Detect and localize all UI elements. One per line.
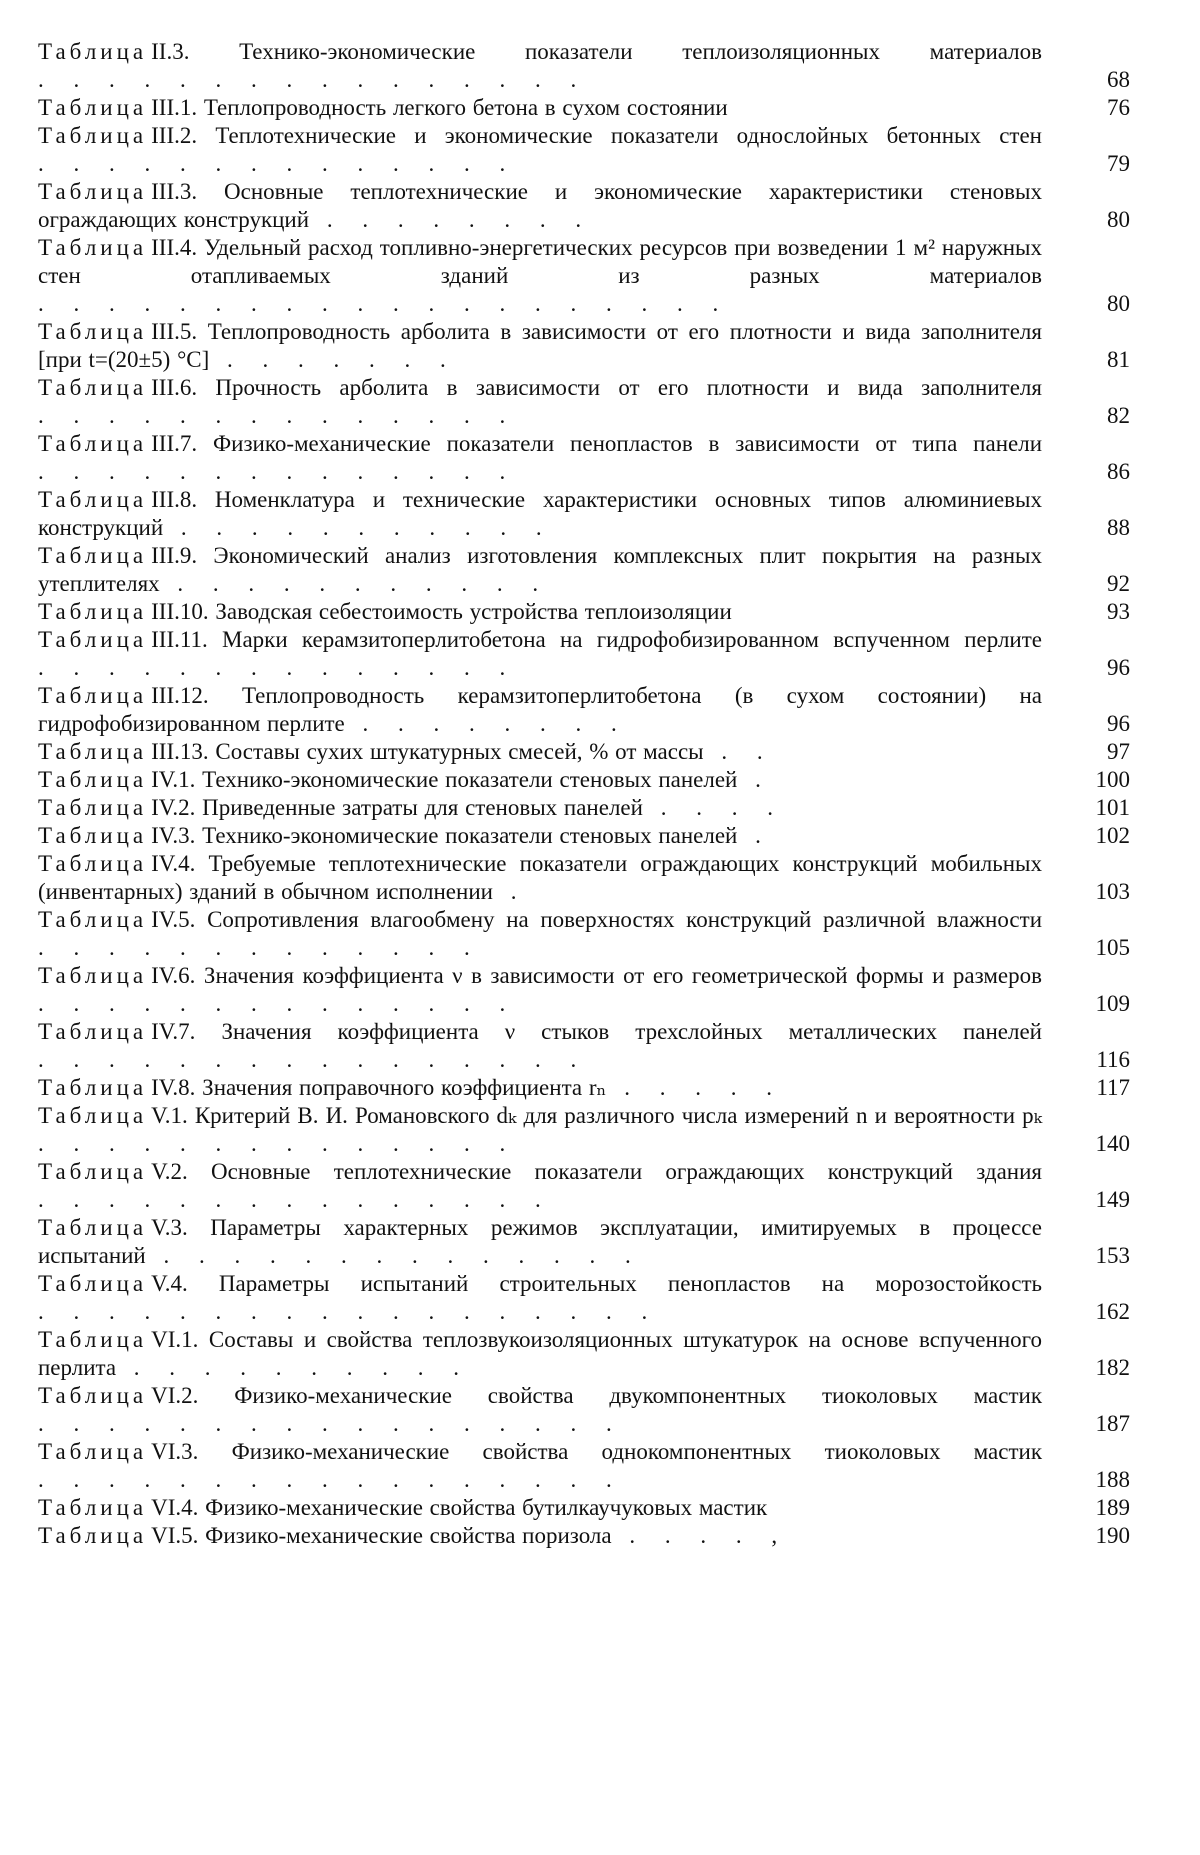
toc-entry-page: 188 — [1095, 1467, 1130, 1492]
toc-entry-title: III.9. Экономический анализ изготовления комплексных плит покрытия на разных утеплителях — [38, 543, 1042, 596]
toc-entry[interactable] — [38, 1074, 1130, 1102]
toc-entry[interactable] — [38, 850, 1130, 906]
toc-entry-page: 92 — [1107, 571, 1130, 596]
toc-entry-title: IV.4. Требуемые теплотехнические показатели ограждающих конструкций мобильных (инвентарных) зданий в обычном исполнении — [38, 851, 1042, 904]
toc-entry[interactable] — [38, 1522, 1130, 1550]
toc-entry[interactable] — [38, 94, 1130, 122]
toc-entry-title: IV.8. Значения поправочного коэффициента rₙ — [151, 1075, 607, 1100]
toc-entry-title: IV.7. Значения коэффициента ν стыков трехслойных металлических панелей — [151, 1019, 1042, 1044]
toc-entry-leader: . . . . . . . . . . . . . . . . . — [38, 1411, 624, 1436]
toc-entry-leader: . . . . . . . . . . . . . . . . — [38, 1047, 589, 1072]
toc-entry-text — [38, 906, 1042, 962]
toc-entry[interactable] — [38, 598, 1130, 626]
toc-entry-word: Таблица — [38, 1019, 148, 1044]
toc-entry[interactable] — [38, 1326, 1130, 1382]
toc-entry-page: 140 — [1095, 1131, 1130, 1156]
toc-entry-leader: . . . . . . . . . . . . . . — [38, 655, 518, 680]
toc-entry-page: 88 — [1107, 515, 1130, 540]
toc-entry-title: V.3. Параметры характерных режимов эксплуатации, имитируемых в процессе испытаний — [38, 1215, 1042, 1268]
toc-entry-word: Таблица — [38, 851, 148, 876]
toc-entry-word: Таблица — [38, 179, 148, 204]
toc-entry[interactable] — [38, 1214, 1130, 1270]
toc-entry-page: 96 — [1107, 655, 1130, 680]
toc-entry-page: 68 — [1107, 67, 1130, 92]
toc-entry-title: IV.1. Технико-экономические показатели стеновых панелей — [151, 767, 738, 792]
toc-entry[interactable] — [38, 682, 1130, 738]
toc-entry-page: 102 — [1095, 823, 1130, 848]
toc-entry[interactable] — [38, 1270, 1130, 1326]
toc-entry-leader: . — [737, 823, 773, 848]
toc-entry-page: 116 — [1096, 1047, 1130, 1072]
toc-entry-page: 189 — [1095, 1495, 1130, 1520]
toc-entry-text — [38, 1326, 1042, 1382]
toc-entry-title: VI.3. Физико-механические свойства однокомпонентных тиоколовых мастик — [151, 1439, 1042, 1464]
toc-entry-word: Таблица — [38, 543, 148, 568]
toc-entry-leader: . — [737, 767, 773, 792]
toc-entry[interactable] — [38, 794, 1130, 822]
toc-entry-word: Таблица — [38, 1075, 148, 1100]
toc-entry-text — [38, 850, 1042, 906]
toc-entry-leader: . . . . . . . . . . . . . . . . . . . . — [38, 291, 731, 316]
table-list — [38, 38, 1130, 1550]
toc-entry[interactable] — [38, 542, 1130, 598]
toc-entry-title: IV.6. Значения коэффициента ν в зависимости от его геометрической формы и размеров — [151, 963, 1042, 988]
toc-entry-leader: . . . . . . . . . . — [116, 1355, 472, 1380]
toc-entry-page: 153 — [1095, 1243, 1130, 1268]
toc-entry[interactable] — [38, 738, 1130, 766]
toc-entry-word: Таблица — [38, 235, 148, 260]
toc-entry-word: Таблица — [38, 1103, 148, 1128]
toc-entry-text — [38, 122, 1042, 178]
toc-entry-text — [38, 766, 1042, 794]
toc-entry-page: 117 — [1096, 1075, 1130, 1100]
toc-entry[interactable] — [38, 1102, 1130, 1158]
toc-entry-title: III.13. Составы сухих штукатурных смесей, % от массы — [151, 739, 704, 764]
toc-entry-text — [38, 542, 1042, 598]
toc-entry[interactable] — [38, 318, 1130, 374]
toc-entry-word: Таблица — [38, 487, 148, 512]
toc-entry-word: Таблица — [38, 907, 148, 932]
toc-entry-word: Таблица — [38, 95, 148, 120]
toc-entry-page: 105 — [1095, 935, 1130, 960]
toc-entry-word: Таблица — [38, 739, 148, 764]
toc-entry-page: 162 — [1095, 1299, 1130, 1324]
toc-entry-leader: . . — [703, 739, 775, 764]
toc-entry-text — [38, 1494, 1042, 1522]
toc-entry-text — [38, 1158, 1042, 1214]
toc-entry-word: Таблица — [38, 627, 148, 652]
toc-entry-page: 190 — [1095, 1523, 1130, 1548]
toc-entry-page: 97 — [1107, 739, 1130, 764]
toc-entry-word: Таблица — [38, 1383, 148, 1408]
toc-entry[interactable] — [38, 234, 1130, 318]
toc-entry-leader: . . . . . . . . . . . . . . — [38, 459, 518, 484]
toc-entry-title: III.6. Прочность арболита в зависимости от его плотности и вида заполнителя — [151, 375, 1042, 400]
toc-entry-page: 93 — [1107, 599, 1130, 624]
toc-entry-text — [38, 178, 1042, 234]
toc-entry-text — [38, 234, 1042, 318]
toc-entry-page: 101 — [1095, 795, 1130, 820]
toc-entry-text — [38, 794, 1042, 822]
toc-entry-page: 187 — [1095, 1411, 1130, 1436]
toc-entry-word: Таблица — [38, 39, 148, 64]
toc-entry-page: 80 — [1107, 207, 1130, 232]
toc-entry[interactable] — [38, 822, 1130, 850]
toc-entry-page: 149 — [1095, 1187, 1130, 1212]
toc-entry-leader: . . . . . . . . — [344, 711, 629, 736]
toc-entry-leader: . . . . . . . . . . . . . . . — [38, 1187, 553, 1212]
toc-entry-leader: . . . . . . . — [209, 347, 458, 372]
toc-entry[interactable] — [38, 1382, 1130, 1438]
toc-entry-leader: . . . . . . . . . . . . . . . . . — [38, 1467, 624, 1492]
toc-entry-word: Таблица — [38, 1495, 148, 1520]
toc-entry-text — [38, 1102, 1042, 1158]
toc-entry-title: IV.2. Приведенные затраты для стеновых панелей — [151, 795, 643, 820]
toc-entry[interactable] — [38, 962, 1130, 1018]
toc-entry[interactable] — [38, 766, 1130, 794]
toc-entry-title: III.7. Физико-механические показатели пенопластов в зависимости от типа панели — [151, 431, 1042, 456]
toc-entry-word: Таблица — [38, 683, 148, 708]
toc-entry-leader: . . . . . . . . . . . . . — [38, 935, 482, 960]
toc-entry-text — [38, 1382, 1042, 1438]
toc-entry-text — [38, 738, 1042, 766]
toc-entry-text — [38, 318, 1042, 374]
toc-entry-page: 86 — [1107, 459, 1130, 484]
toc-entry-leader: . . . . . . . . . . . . . . — [145, 1243, 643, 1268]
toc-entry-text — [38, 1018, 1042, 1074]
toc-entry-word: Таблица — [38, 1439, 148, 1464]
toc-entry[interactable] — [38, 122, 1130, 178]
toc-entry-word: Таблица — [38, 1327, 148, 1352]
toc-entry-text — [38, 486, 1042, 542]
toc-entry-page: 100 — [1095, 767, 1130, 792]
toc-entry-leader: . . . . . . . . . . . — [163, 515, 554, 540]
toc-entry-leader: . . . . . . . . . . . . . . — [38, 1131, 518, 1156]
toc-entry-word: Таблица — [38, 123, 148, 148]
toc-entry-text — [38, 822, 1042, 850]
toc-entry-page: 76 — [1107, 95, 1130, 120]
toc-entry-title: VI.1. Составы и свойства теплозвукоизоляционных штукатурок на основе вспученного перлита — [38, 1327, 1042, 1380]
toc-entry-title: VI.4. Физико-механические свойства бутилкаучуковых мастик — [151, 1495, 768, 1520]
toc-entry-leader: . . . . , — [611, 1523, 790, 1548]
toc-entry-word: Таблица — [38, 1159, 148, 1184]
toc-entry-page: 81 — [1107, 347, 1130, 372]
toc-entry-leader: . . . . . . . . . . . . . . — [38, 991, 518, 1016]
toc-entry-word: Таблица — [38, 431, 148, 456]
toc-entry-text — [38, 1270, 1042, 1326]
toc-entry-title: VI.2. Физико-механические свойства двукомпонентных тиоколовых мастик — [151, 1383, 1042, 1408]
toc-entry-word: Таблица — [38, 1271, 148, 1296]
toc-entry-title: VI.5. Физико-механические свойства поризола — [151, 1523, 612, 1548]
toc-entry-word: Таблица — [38, 823, 148, 848]
toc-entry-leader: . . . . . . . . . . . . . . — [38, 403, 518, 428]
toc-entry-word: Таблица — [38, 1215, 148, 1240]
toc-entry-text — [38, 1214, 1042, 1270]
toc-entry-word: Таблица — [38, 375, 148, 400]
toc-entry-leader: . . . . . . . . . . . — [159, 571, 551, 596]
toc-entry-page: 82 — [1107, 403, 1130, 428]
toc-entry-title: III.4. Удельный расход топливно-энергетических ресурсов при возведении 1 м² наружных стен отапливаемых зданий из разных материалов — [38, 235, 1042, 288]
toc-entry-word: Таблица — [38, 795, 148, 820]
toc-entry-title: V.4. Параметры испытаний строительных пенопластов на морозостойкость — [151, 1271, 1042, 1296]
toc-entry-text — [38, 38, 1042, 94]
toc-entry[interactable] — [38, 1158, 1130, 1214]
toc-entry-title: V.2. Основные теплотехнические показатели ограждающих конструкций здания — [151, 1159, 1042, 1184]
toc-entry[interactable] — [38, 1494, 1130, 1522]
toc-entry-title: III.3. Основные теплотехнические и экономические характеристики стеновых ограждающих конструкций — [38, 179, 1042, 232]
toc-entry-text — [38, 598, 1042, 626]
toc-entry-text — [38, 430, 1042, 486]
toc-entry-leader: . — [492, 879, 529, 904]
toc-entry-title: III.2. Теплотехнические и экономические показатели однослойных бетонных стен — [151, 123, 1042, 148]
toc-entry-title: III.10. Заводская себестоимость устройства теплоизоляции — [151, 599, 732, 624]
toc-entry-leader: . . . . . . . . . . . . . . . . . . — [38, 1299, 660, 1324]
toc-entry[interactable] — [38, 374, 1130, 430]
toc-entry[interactable] — [38, 486, 1130, 542]
toc-entry-leader: . . . . . . . . . . . . . . . . — [38, 67, 589, 92]
toc-entry-word: Таблица — [38, 1523, 148, 1548]
toc-entry[interactable] — [38, 178, 1130, 234]
toc-entry[interactable] — [38, 906, 1130, 962]
toc-entry-title: IV.5. Сопротивления влагообмену на поверхностях конструкций различной влажности — [151, 907, 1042, 932]
toc-entry-word: Таблица — [38, 767, 148, 792]
toc-entry-page: 96 — [1107, 711, 1130, 736]
toc-entry[interactable] — [38, 1438, 1130, 1494]
toc-entry-word: Таблица — [38, 599, 148, 624]
toc-entry-page: 80 — [1107, 291, 1130, 316]
toc-entry-leader: . . . . . . . . . . . . . . — [38, 151, 518, 176]
toc-entry-title: II.3. Технико-экономические показатели теплоизоляционных материалов — [151, 39, 1042, 64]
toc-entry-page: 79 — [1107, 151, 1130, 176]
toc-entry-title: III.12. Теплопроводность керамзитоперлитобетона (в сухом состоянии) на гидрофобизированном перлите — [38, 683, 1042, 736]
toc-entry-text — [38, 962, 1042, 1018]
toc-entry-title: III.1. Теплопроводность легкого бетона в сухом состоянии — [151, 95, 728, 120]
toc-entry-title: III.11. Марки керамзитоперлитобетона на гидрофобизированном вспученном перлите — [151, 627, 1042, 652]
toc-entry-text — [38, 374, 1042, 430]
toc-entry-leader: . . . . . — [606, 1075, 784, 1100]
toc-entry-page: 103 — [1095, 879, 1130, 904]
toc-entry-text — [38, 94, 1042, 122]
toc-entry-title: III.8. Номенклатура и технические характеристики основных типов алюминиевых конструкций — [38, 487, 1042, 540]
toc-entry-text — [38, 1522, 1042, 1550]
toc-entry-leader: . . . . . . . . — [309, 207, 594, 232]
toc-entry[interactable] — [38, 626, 1130, 682]
toc-entry-word: Таблица — [38, 319, 148, 344]
toc-entry[interactable] — [38, 38, 1130, 94]
toc-entry[interactable] — [38, 430, 1130, 486]
toc-entry-text — [38, 1074, 1042, 1102]
toc-entry-page: 182 — [1095, 1355, 1130, 1380]
toc-entry-page: 109 — [1095, 991, 1130, 1016]
toc-entry-leader: . . . . — [642, 795, 785, 820]
toc-entry-title: V.1. Критерий В. И. Романовского dₖ для различного числа измерений n и вероятности pₖ — [151, 1103, 1042, 1128]
toc-entry[interactable] — [38, 1018, 1130, 1074]
toc-entry-text — [38, 626, 1042, 682]
toc-entry-text — [38, 682, 1042, 738]
toc-entry-word: Таблица — [38, 963, 148, 988]
toc-entry-title: IV.3. Технико-экономические показатели стеновых панелей — [151, 823, 738, 848]
toc-entry-text — [38, 1438, 1042, 1494]
toc-entry-title: III.5. Теплопроводность арболита в зависимости от его плотности и вида заполнителя [при t=(20±5) °C] — [38, 319, 1042, 372]
